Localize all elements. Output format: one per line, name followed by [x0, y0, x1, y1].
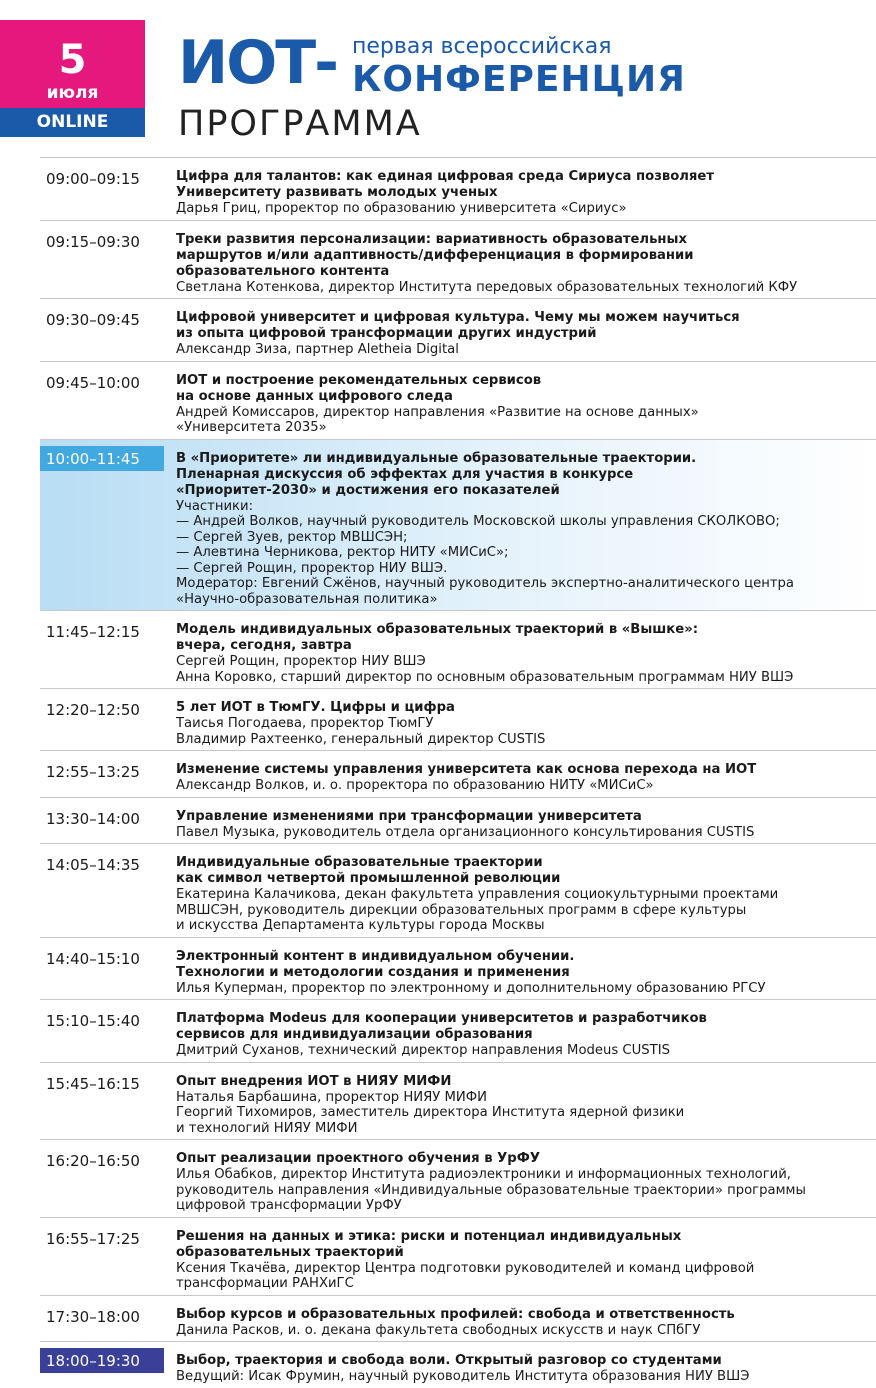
session-topic-line: Опыт внедрения ИОТ в НИЯУ МИФИ	[176, 1073, 452, 1089]
date-month: июля	[46, 83, 99, 103]
session-speaker-line: Илья Обабков, директор Института радиоэлектроники и информационных технологий,	[176, 1167, 792, 1182]
session-speaker-line: Андрей Комиссаров, директор направления «Развитие на основе данных»	[176, 404, 699, 420]
schedule-row	[40, 362, 876, 440]
session-time: 09:30–09:45	[46, 311, 140, 329]
session-time: 16:55–17:25	[46, 1229, 140, 1248]
session-topic-line: Выбор курсов и образовательных профилей: свобода и ответственность	[176, 1306, 735, 1322]
schedule-row	[40, 751, 876, 798]
session-topic-line: Управление изменениями при трансформации университета	[176, 808, 642, 824]
date-badge	[0, 20, 145, 137]
session-speaker-line: Модератор: Евгений Сжёнов, научный руководитель экспертно-аналитического центра	[176, 576, 795, 591]
session-topic-line: 5 лет ИОТ в ТюмГУ. Цифры и цифра	[176, 700, 455, 715]
session-time: 12:20–12:50	[46, 701, 140, 719]
schedule-table	[40, 157, 876, 1388]
session-speaker-line: Сергей Рощин, проректор НИУ ВШЭ	[176, 654, 426, 669]
session-speaker-line: Участники:	[176, 498, 254, 514]
schedule-row	[40, 1000, 876, 1063]
session-topic-line: ИОТ и построение рекомендательных сервисов	[176, 372, 542, 388]
session-content	[176, 440, 876, 611]
session-time: 14:05–14:35	[46, 856, 140, 874]
session-speaker-line: Светлана Котенкова, директор Института передовых образовательных технологий КФУ	[176, 279, 798, 295]
session-speaker-line: и искусства Департамента культуры города Москвы	[176, 918, 545, 933]
session-content	[176, 299, 876, 361]
session-topic-line: Технологии и методологии создания и применения	[176, 964, 570, 980]
date-day: 5	[58, 37, 87, 83]
session-speaker-line: Дмитрий Суханов, технический директор направления Modeus CUSTIS	[176, 1043, 670, 1058]
session-topic-line: Выбор, траектория и свобода воли. Открытый разговор со студентами	[176, 1353, 722, 1368]
session-content	[176, 1342, 876, 1388]
session-content	[176, 938, 876, 1000]
session-content	[176, 221, 876, 299]
session-content	[176, 844, 876, 937]
iot-logo-text: ИОТ-	[178, 28, 338, 98]
session-content	[176, 1140, 876, 1217]
session-topic-line: Модель индивидуальных образовательных траекторий в «Вышке»:	[176, 622, 698, 637]
session-time: 12:55–13:25	[46, 763, 140, 781]
schedule-row	[40, 844, 876, 938]
schedule-row	[40, 221, 876, 300]
date-badge-top	[0, 20, 145, 108]
session-topic-line: маршрутов и/или адаптивность/дифференциация в формировании	[176, 247, 694, 263]
session-topic-line: Пленарная дискуссия об эффектах для участия в конкурсе	[176, 466, 634, 482]
session-speaker-line: Георгий Тихомиров, заместитель директора Института ядерной физики	[176, 1105, 685, 1120]
session-speaker-line: Александр Зиза, партнер Aletheia Digital	[176, 342, 459, 357]
session-speaker-line: — Алевтина Черникова, ректор НИТУ «МИСиС»;	[176, 545, 509, 560]
session-speaker-line: Павел Музыка, руководитель отдела организационного консультирования CUSTIS	[176, 824, 755, 840]
session-speaker-line: — Сергей Рощин, проректор НИУ ВШЭ.	[176, 560, 448, 576]
schedule-row	[40, 1296, 876, 1343]
session-time: 14:40–15:10	[46, 949, 140, 968]
session-time: 11:45–12:15	[46, 623, 140, 641]
session-topic-line: «Приоритет-2030» и достижения его показателей	[176, 482, 560, 498]
session-topic-line: Треки развития персонализации: вариативность образовательных	[176, 231, 687, 247]
session-topic-line: Изменение системы управления университета как основа перехода на ИОТ	[176, 762, 757, 777]
session-topic-line: вчера, сегодня, завтра	[176, 638, 352, 653]
session-time: 18:00–19:30	[40, 1348, 164, 1373]
session-time: 09:00–09:15	[46, 170, 140, 188]
session-content	[176, 362, 876, 439]
session-speaker-line: цифровой трансформации УрФУ	[176, 1198, 402, 1213]
schedule-row	[40, 1063, 876, 1141]
session-content	[176, 1000, 876, 1062]
session-time: 15:45–16:15	[46, 1074, 140, 1093]
session-topic-line: на основе данных цифрового следа	[176, 388, 453, 404]
session-time: 16:20–16:50	[46, 1152, 140, 1170]
session-speaker-line: Илья Куперман, проректор по электронному и дополнительному образованию РГСУ	[176, 980, 766, 996]
schedule-row	[40, 1342, 876, 1388]
session-speaker-line: Данила Расков, и. о. декана факультета свободных искусств и наук СПбГУ	[176, 1322, 701, 1338]
session-speaker-line: МВШСЭН, руководитель дирекции образовательных программ в сфере культуры	[176, 902, 747, 918]
session-content	[176, 689, 876, 750]
session-topic-line: В «Приоритете» ли индивидуальные образовательные траектории.	[176, 450, 697, 466]
session-speaker-line: Анна Коровко, старший директор по основным образовательным программам НИУ ВШЭ	[176, 669, 794, 685]
session-content	[176, 751, 876, 797]
schedule-row	[40, 440, 876, 612]
session-content	[176, 611, 876, 688]
schedule-row	[40, 158, 876, 221]
session-content	[176, 1063, 876, 1140]
program-heading: ПРОГРАММА	[178, 104, 422, 144]
session-content	[176, 158, 876, 220]
session-topic-line: Индивидуальные образовательные траектории	[176, 855, 543, 870]
schedule-row	[40, 611, 876, 689]
session-speaker-line: «Научно-образовательная политика»	[176, 591, 438, 607]
conference-subtitle: первая всероссийская	[352, 34, 612, 59]
session-topic-line: Цифровой университет и цифровая культура. Чему мы можем научиться	[176, 310, 740, 325]
session-content	[176, 798, 876, 844]
session-topic-line: как символ четвертой промышленной революции	[176, 871, 561, 886]
session-topic-line: образовательного контента	[176, 263, 390, 279]
session-speaker-line: Дарья Гриц, проректор по образованию университета «Сириус»	[176, 201, 627, 216]
session-topic-line: из опыта цифровой трансформации других индустрий	[176, 326, 597, 341]
session-speaker-line: «Университета 2035»	[176, 420, 327, 435]
session-speaker-line: Ксения Ткачёва, директор Центра подготовки руководителей и команд цифровой	[176, 1260, 755, 1276]
session-speaker-line: руководитель направления «Индивидуальные образовательные траектории» программы	[176, 1182, 806, 1198]
session-topic-line: образовательных траекторий	[176, 1244, 404, 1260]
schedule-row	[40, 1140, 876, 1218]
session-speaker-line: Ведущий: Исак Фрумин, научный руководитель Института образования НИУ ВШЭ	[176, 1369, 750, 1384]
session-time: 10:00–11:45	[40, 446, 164, 471]
session-topic-line: Электронный контент в индивидуальном обучении.	[176, 948, 575, 964]
session-time: 17:30–18:00	[46, 1307, 140, 1326]
session-content	[176, 1218, 876, 1295]
session-topic-line: сервисов для индивидуализации образования	[176, 1027, 533, 1042]
session-topic-line: Решения на данных и этика: риски и потенциал индивидуальных	[176, 1228, 682, 1244]
session-content	[176, 1296, 876, 1342]
session-time: 15:10–15:40	[46, 1012, 140, 1030]
schedule-row	[40, 938, 876, 1001]
session-speaker-line: Наталья Барбашина, проректор НИЯУ МИФИ	[176, 1089, 487, 1105]
session-topic-line: Университету развивать молодых ученых	[176, 185, 498, 200]
session-time: 09:15–09:30	[46, 232, 140, 251]
session-speaker-line: Владимир Рахтеенко, генеральный директор CUSTIS	[176, 731, 546, 747]
session-speaker-line: Екатерина Калачикова, декан факультета управления социокультурными проектами	[176, 887, 779, 902]
session-speaker-line: Александр Волков, и. о. проректора по образованию НИТУ «МИСиС»	[176, 778, 654, 793]
online-label: ONLINE	[0, 108, 145, 137]
session-time: 09:45–10:00	[46, 373, 140, 392]
schedule-row	[40, 689, 876, 751]
session-speaker-line: — Андрей Волков, научный руководитель Московской школы управления СКОЛКОВО;	[176, 514, 780, 529]
session-speaker-line: и технологий НИЯУ МИФИ	[176, 1120, 358, 1136]
session-topic-line: Платформа Modeus для кооперации университетов и разработчиков	[176, 1011, 707, 1026]
session-speaker-line: трансформации РАНХиГС	[176, 1276, 354, 1291]
schedule-row	[40, 299, 876, 362]
session-time: 13:30–14:00	[46, 809, 140, 828]
session-speaker-line: Таисья Погодаева, проректор ТюмГУ	[176, 716, 434, 731]
schedule-row	[40, 1218, 876, 1296]
session-speaker-line: — Сергей Зуев, ректор МВШСЭН;	[176, 529, 408, 545]
conference-title: КОНФЕРЕНЦИЯ	[352, 59, 686, 100]
schedule-row	[40, 798, 876, 845]
session-topic-line: Цифра для талантов: как единая цифровая среда Сириуса позволяет	[176, 169, 714, 184]
session-topic-line: Опыт реализации проектного обучения в УрФУ	[176, 1151, 540, 1166]
